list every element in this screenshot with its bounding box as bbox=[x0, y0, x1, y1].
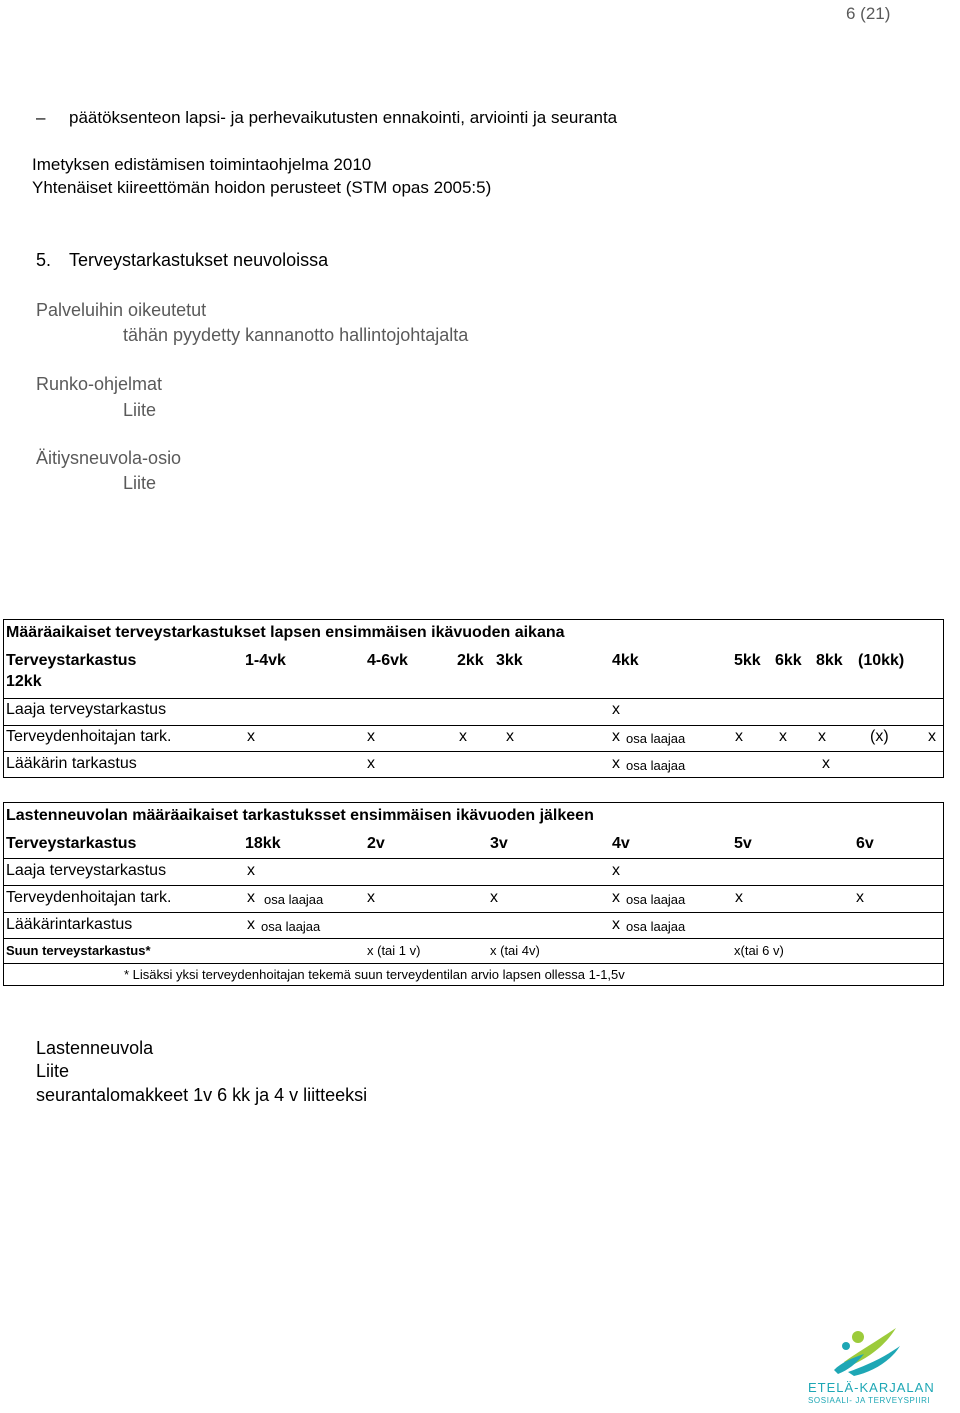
table-1-th-c8: x bbox=[818, 728, 826, 745]
table-1-th-c9: (x) bbox=[870, 728, 889, 745]
table-2-header-c1: 18kk bbox=[245, 835, 281, 852]
table-1-la-c2: x bbox=[367, 755, 375, 772]
table-2-la-c4: x bbox=[612, 916, 620, 933]
table-2-th-c2: x bbox=[367, 889, 375, 906]
table-1-header-c7: 6kk bbox=[775, 652, 802, 669]
table-2-suu-c2: x (tai 1 v) bbox=[367, 943, 421, 958]
logo-line-2: SOSIAALI- JA TERVEYSPIIRI bbox=[808, 1396, 931, 1405]
table-1-th-c2: x bbox=[367, 728, 375, 745]
table-1-th-c10: x bbox=[928, 728, 936, 745]
sub-palveluihin: tähän pyydetty kannanotto hallintojohtajalta bbox=[123, 325, 469, 345]
table-2-header-c6: 6v bbox=[856, 835, 874, 852]
table-1-th-c3: x bbox=[459, 728, 467, 745]
table-2-th-c5: x bbox=[735, 889, 743, 906]
table-1-th-c7: x bbox=[779, 728, 787, 745]
section-title: Terveystarkastukset neuvoloissa bbox=[69, 250, 329, 270]
table-1-header-c2: 4-6vk bbox=[367, 652, 408, 669]
table-2-th-label: Terveydenhoitajan tark. bbox=[6, 889, 172, 906]
heading-runko: Runko-ohjelmat bbox=[36, 374, 163, 394]
table-1-th-c5-note: osa laajaa bbox=[626, 731, 686, 746]
table-2-header-c5: 5v bbox=[734, 835, 752, 852]
heading-lastenneuvola: Lastenneuvola bbox=[36, 1038, 154, 1058]
table-2-la-c4-note: osa laajaa bbox=[626, 919, 686, 934]
table-1-la-c5-note: osa laajaa bbox=[626, 758, 686, 773]
table-2-header-c2: 2v bbox=[367, 835, 385, 852]
lastenneuvola-liite: Liite bbox=[36, 1061, 70, 1081]
table-2-header-c3: 3v bbox=[490, 835, 508, 852]
table-2-laaja-c4: x bbox=[612, 862, 620, 879]
table-1-header-c8: 8kk bbox=[816, 652, 843, 669]
table-2-laaja-label: Laaja terveystarkastus bbox=[6, 862, 167, 879]
table-1-header-c6: 5kk bbox=[734, 652, 761, 669]
table-1-la-c5: x bbox=[612, 755, 620, 772]
table-2-la-c1: x bbox=[247, 916, 255, 933]
table-2-footnote: * Lisäksi yksi terveydenhoitajan tekemä suun terveydentilan arvio lapsen ollessa 1-1,5v bbox=[124, 967, 625, 982]
table-2-th-c6: x bbox=[856, 889, 864, 906]
bullet-dash: – bbox=[36, 108, 46, 127]
reference-1: Imetyksen edistämisen toimintaohjelma 2010 bbox=[32, 155, 372, 174]
table-1-title: Määräaikaiset terveystarkastukset lapsen ensimmäisen ikävuoden aikana bbox=[6, 624, 565, 641]
table-2-suu-c5: x(tai 6 v) bbox=[734, 943, 784, 958]
heading-aitiys: Äitiysneuvola-osio bbox=[36, 448, 182, 468]
table-2-header-c4: 4v bbox=[612, 835, 630, 852]
table-1-la-label: Lääkärin tarkastus bbox=[6, 755, 137, 772]
etela-karjala-logo bbox=[808, 1318, 958, 1408]
table-1-th-c5: x bbox=[612, 728, 620, 745]
table-1-th-c4: x bbox=[506, 728, 514, 745]
table-1 bbox=[3, 619, 944, 778]
table-2-la-label: Lääkärintarkastus bbox=[6, 916, 133, 933]
table-2-th-c4-note: osa laajaa bbox=[626, 892, 686, 907]
table-1-header-label: Terveystarkastus bbox=[6, 652, 137, 669]
sub-runko: Liite bbox=[123, 400, 157, 420]
table-1-th-label: Terveydenhoitajan tark. bbox=[6, 728, 172, 745]
table-2-th-c1: x bbox=[247, 889, 255, 906]
seurantalomakkeet-line: seurantalomakkeet 1v 6 kk ja 4 v liitteeksi bbox=[36, 1085, 368, 1105]
table-1-laaja-label: Laaja terveystarkastus bbox=[6, 701, 167, 718]
table-1-header-c4: 3kk bbox=[496, 652, 523, 669]
table-1-header-wrap: 12kk bbox=[6, 673, 42, 690]
table-2-la-c1-note: osa laajaa bbox=[261, 919, 321, 934]
heading-palveluihin: Palveluihin oikeutetut bbox=[36, 300, 207, 320]
table-1-header-c1: 1-4vk bbox=[245, 652, 286, 669]
table-1-header-c9: (10kk) bbox=[858, 652, 905, 669]
table-2-th-c3: x bbox=[490, 889, 498, 906]
table-2-title: Lastenneuvolan määräaikaiset tarkastuksset ensimmäisen ikävuoden jälkeen bbox=[6, 807, 594, 824]
reference-2: Yhtenäiset kiireettömän hoidon perusteet (STM opas 2005:5) bbox=[32, 178, 492, 197]
table-2-suu-label: Suun terveystarkastus* bbox=[6, 943, 151, 958]
table-1-la-c7: x bbox=[822, 755, 830, 772]
table-1-th-c1: x bbox=[247, 728, 255, 745]
table-2-header-label: Terveystarkastus bbox=[6, 835, 137, 852]
section-number: 5. bbox=[36, 250, 52, 270]
logo-line-1: ETELÄ-KARJALAN bbox=[808, 1380, 935, 1395]
table-1-th-c6: x bbox=[735, 728, 743, 745]
bullet-text: päätöksenteon lapsi- ja perhevaikutusten ennakointi, arviointi ja seuranta bbox=[69, 108, 618, 127]
sub-aitiys: Liite bbox=[123, 473, 157, 493]
table-2-th-c1-note: osa laajaa bbox=[264, 892, 324, 907]
table-1-header-c3: 2kk bbox=[457, 652, 484, 669]
table-2-laaja-c1: x bbox=[247, 862, 255, 879]
page-number: 6 (21) bbox=[846, 4, 891, 23]
table-1-header-c5: 4kk bbox=[612, 652, 639, 669]
table-1-laaja-c5: x bbox=[612, 701, 620, 718]
table-2-suu-c3: x (tai 4v) bbox=[490, 943, 540, 958]
table-2-th-c4: x bbox=[612, 889, 620, 906]
